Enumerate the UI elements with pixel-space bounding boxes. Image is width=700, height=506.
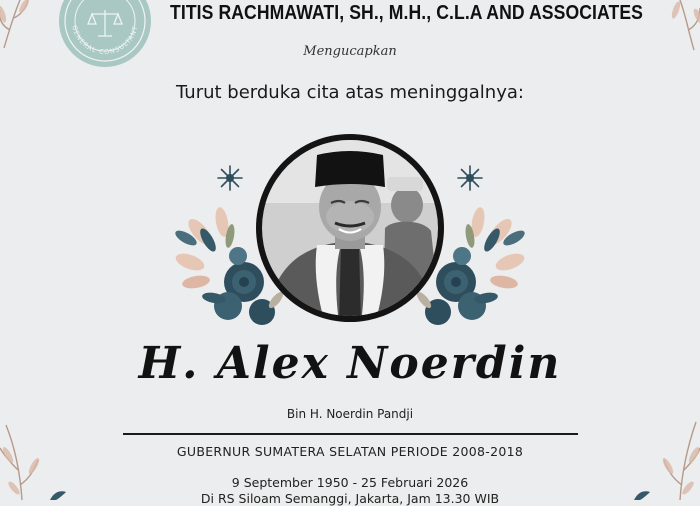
life-dates: 9 September 1950 - 25 Februari 2026 — [231, 475, 469, 490]
deceased-position: GUBERNUR SUMATERA SELATAN PERIODE 2008-2018 — [176, 444, 524, 459]
deceased-name: H. Alex Noerdin — [138, 338, 562, 389]
top-left-branch-decoration — [0, 0, 28, 48]
right-sparkle-icon — [457, 165, 483, 191]
condolence-line: Turut berduka cita atas meninggalnya: — [176, 82, 524, 103]
deceased-lineage: Bin H. Noerdin Pandji — [286, 407, 414, 421]
deceased-portrait — [255, 133, 445, 323]
greeting-text: Mengucapkan — [303, 44, 397, 59]
place-and-time: Di RS Siloam Semanggi, Jakarta, Jam 13.30 WIB — [200, 491, 500, 506]
top-left-leaves — [0, 0, 31, 23]
firm-name: TITIS RACHMAWATI, SH., M.H., C.L.A AND ASSOCIATES — [170, 2, 643, 24]
left-sparkle-icon — [217, 165, 243, 191]
divider-line — [123, 433, 578, 435]
top-right-branch-decoration — [680, 0, 700, 50]
logo-text: GENERAL CONSULTANT — [70, 24, 140, 57]
